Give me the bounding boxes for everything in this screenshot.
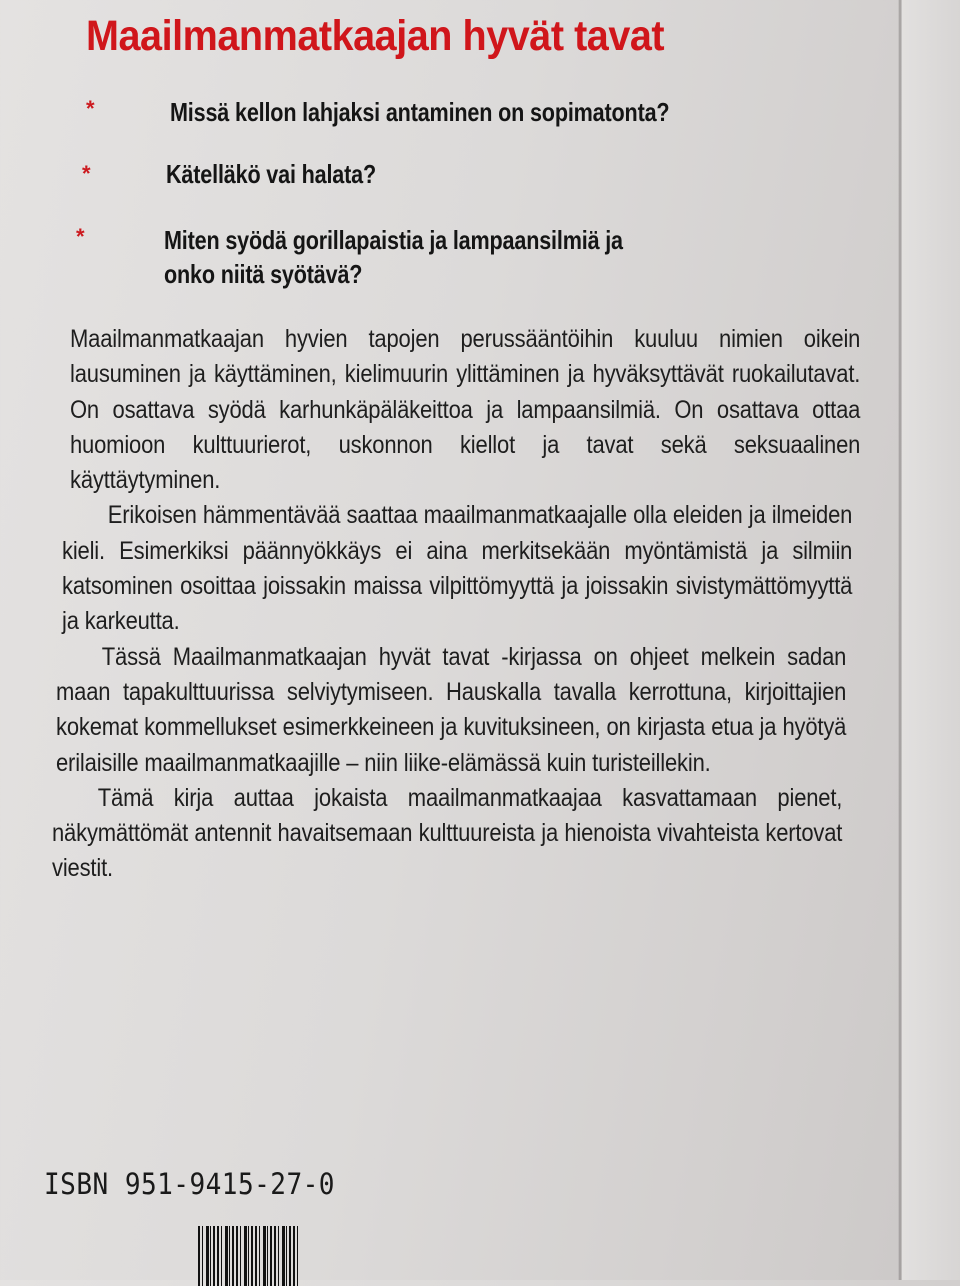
asterisk-icon: *: [86, 96, 95, 121]
blurb-paragraph: Tämä kirja auttaa jokaista maailmanmatkaajaa kasvattamaan pienet, näkymättömät antennit havaitsemaan kulttuureista ja hienoista vivahteista kertovat viestit.: [52, 783, 843, 883]
question-text: Missä kellon lahjaksi antaminen on sopimatonta?: [170, 97, 670, 127]
asterisk-icon: *: [82, 161, 91, 186]
question-text-line-2: onko niitä syötävä?: [164, 259, 363, 289]
question-text: Kätelläkö vai halata?: [166, 159, 377, 189]
blurb-paragraph: Erikoisen hämmentävää saattaa maailmanmatkaajalle olla eleiden ja ilmeiden kieli. Esimerkiksi päännyökkäys ei aina merkitsekään myöntämistä ja silmiin katsominen osoittaa joissakin maissa vilpittömyyttä ja joissakin sivistymättömyyttä ja karkeutta.: [62, 501, 853, 636]
blurb: [52, 322, 861, 887]
asterisk-icon: *: [76, 224, 85, 249]
blurb-paragraph: Tässä Maailmanmatkaajan hyvät tavat -kirjassa on ohjeet melkein sadan maan tapakulttuurissa selviytymiseen. Hauskalla tavalla kerrottuna, kirjoittajien kokemat kommellukset esimerkkeineen ja kuvituksineen, on kirjasta etua ja hyötyä erilaisille maailmanmatkaajille – niin liike-elämässä kuin turisteillekin.: [56, 642, 847, 777]
blurb-paragraph: Maailmanmatkaajan hyvien tapojen perussääntöihin kuuluu nimien oikein lausuminen ja käyttäminen, kielimuurin ylittäminen ja hyväksyttävät ruokailutavat. On osattava syödä karhunkäpäläkeittoa ja lampaansilmiä. On osattava ottaa huomioon kulttuurierot, uskonnon kiellot ja tavat sekä seksuaalinen käyttäytyminen.: [70, 325, 861, 495]
barcode: [198, 1226, 300, 1286]
book-spine-edge: [902, 0, 960, 1280]
book-title: Maailmanmatkaajan hyvät tavat: [86, 12, 665, 60]
question-text-line-1: Miten syödä gorillapaistia ja lampaansilmiä ja: [164, 225, 623, 255]
isbn-label: ISBN 951-9415-27-0: [44, 1167, 335, 1201]
